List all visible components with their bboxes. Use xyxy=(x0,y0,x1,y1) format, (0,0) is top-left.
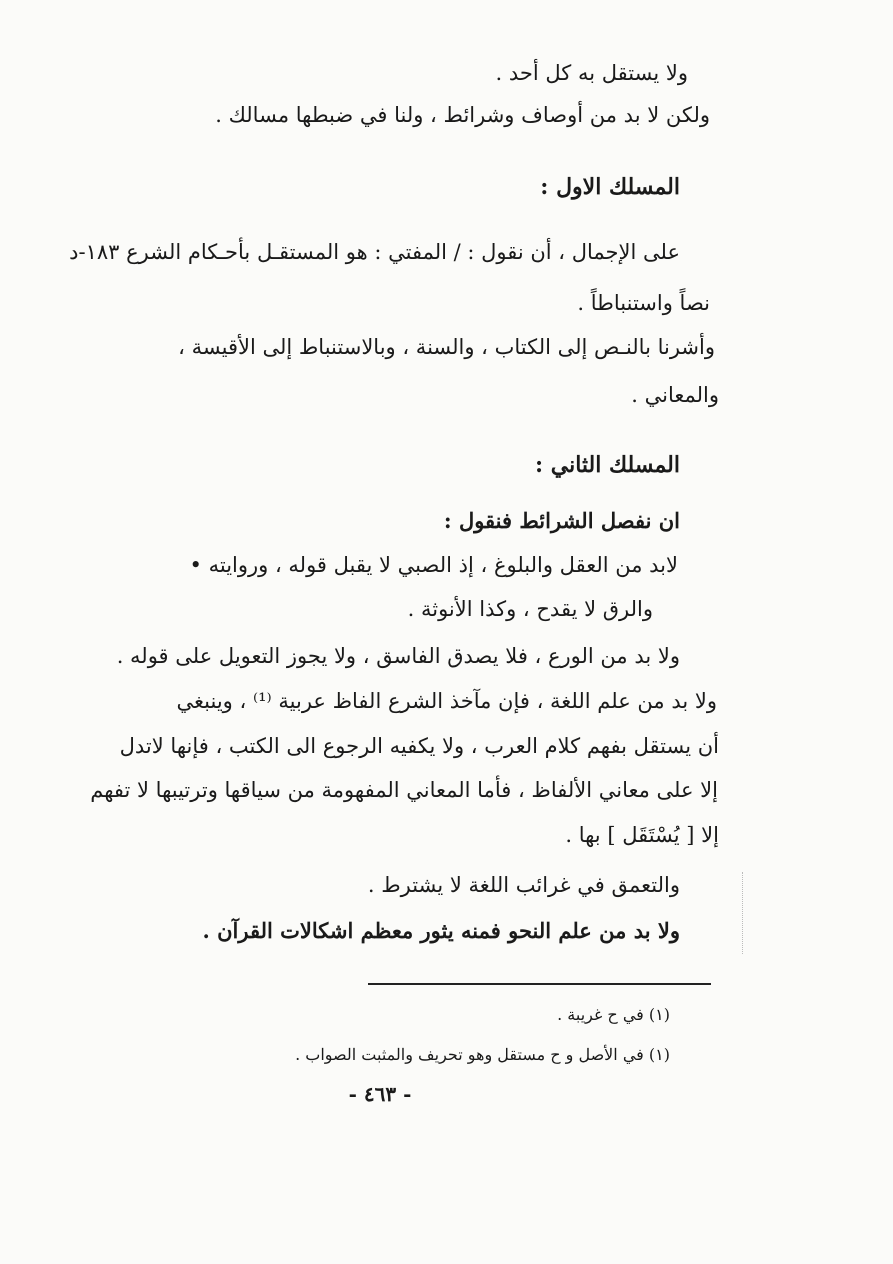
text-line: إلا على معاني الألفاظ ، فأما المعاني المفهومة من سياقها وترتيبها لا تفهم xyxy=(90,778,718,802)
text-line: ولا يستقل به كل أحد . xyxy=(495,61,688,85)
margin-mark xyxy=(742,872,743,954)
footnote: (١) في ح غريبة . xyxy=(557,1005,670,1024)
text-line: ولا بد من علم اللغة ، فإن مآخذ الشرع الفاظ عربية ⁽¹⁾ ، وينبغي xyxy=(176,689,717,713)
section-heading: المسلك الاول : xyxy=(540,174,680,200)
text-line: ولا بد من الورع ، فلا يصدق الفاسق ، ولا يجوز التعويل على قوله . xyxy=(116,644,680,668)
text-line: وأشرنا بالنـص إلى الكتاب ، والسنة ، وبالاستنباط إلى الأقيسة ، xyxy=(178,335,715,359)
text-line: لابد من العقل والبلوغ ، إذ الصبي لا يقبل قوله ، وروايته • xyxy=(189,553,678,577)
text-line: والمعاني . xyxy=(631,383,719,407)
text-line: والرق لا يقدح ، وكذا الأنوثة . xyxy=(407,597,653,621)
footnote: (١) في الأصل و ح مستقل وهو تحريف والمثبت الصواب . xyxy=(295,1045,670,1064)
text-line: على الإجمال ، أن نقول : / المفتي : هو المستقـل بأحـكام الشرع ١٨٣-د xyxy=(69,240,680,264)
text-line: ولكن لا بد من أوصاف وشرائط ، ولنا في ضبطها مسالك . xyxy=(215,103,710,127)
text-line: إلا [ يُسْتَقَل ] بها . xyxy=(565,823,719,847)
text-line: والتعمق في غرائب اللغة لا يشترط . xyxy=(367,873,680,897)
text-line: أن يستقل بفهم كلام العرب ، ولا يكفيه الرجوع الى الكتب ، فإنها لاتدل xyxy=(119,734,719,758)
text-line: ان نفصل الشرائط فنقول : xyxy=(443,508,680,533)
text-line: نصاً واستنباطاً . xyxy=(577,291,710,315)
text-line: ولا بد من علم النحو فمنه يثور معظم اشكالات القرآن . xyxy=(202,918,680,943)
section-heading: المسلك الثاني : xyxy=(534,452,680,478)
page-number: - ٤٦٣ - xyxy=(348,1082,412,1106)
footnote-separator xyxy=(368,983,711,985)
